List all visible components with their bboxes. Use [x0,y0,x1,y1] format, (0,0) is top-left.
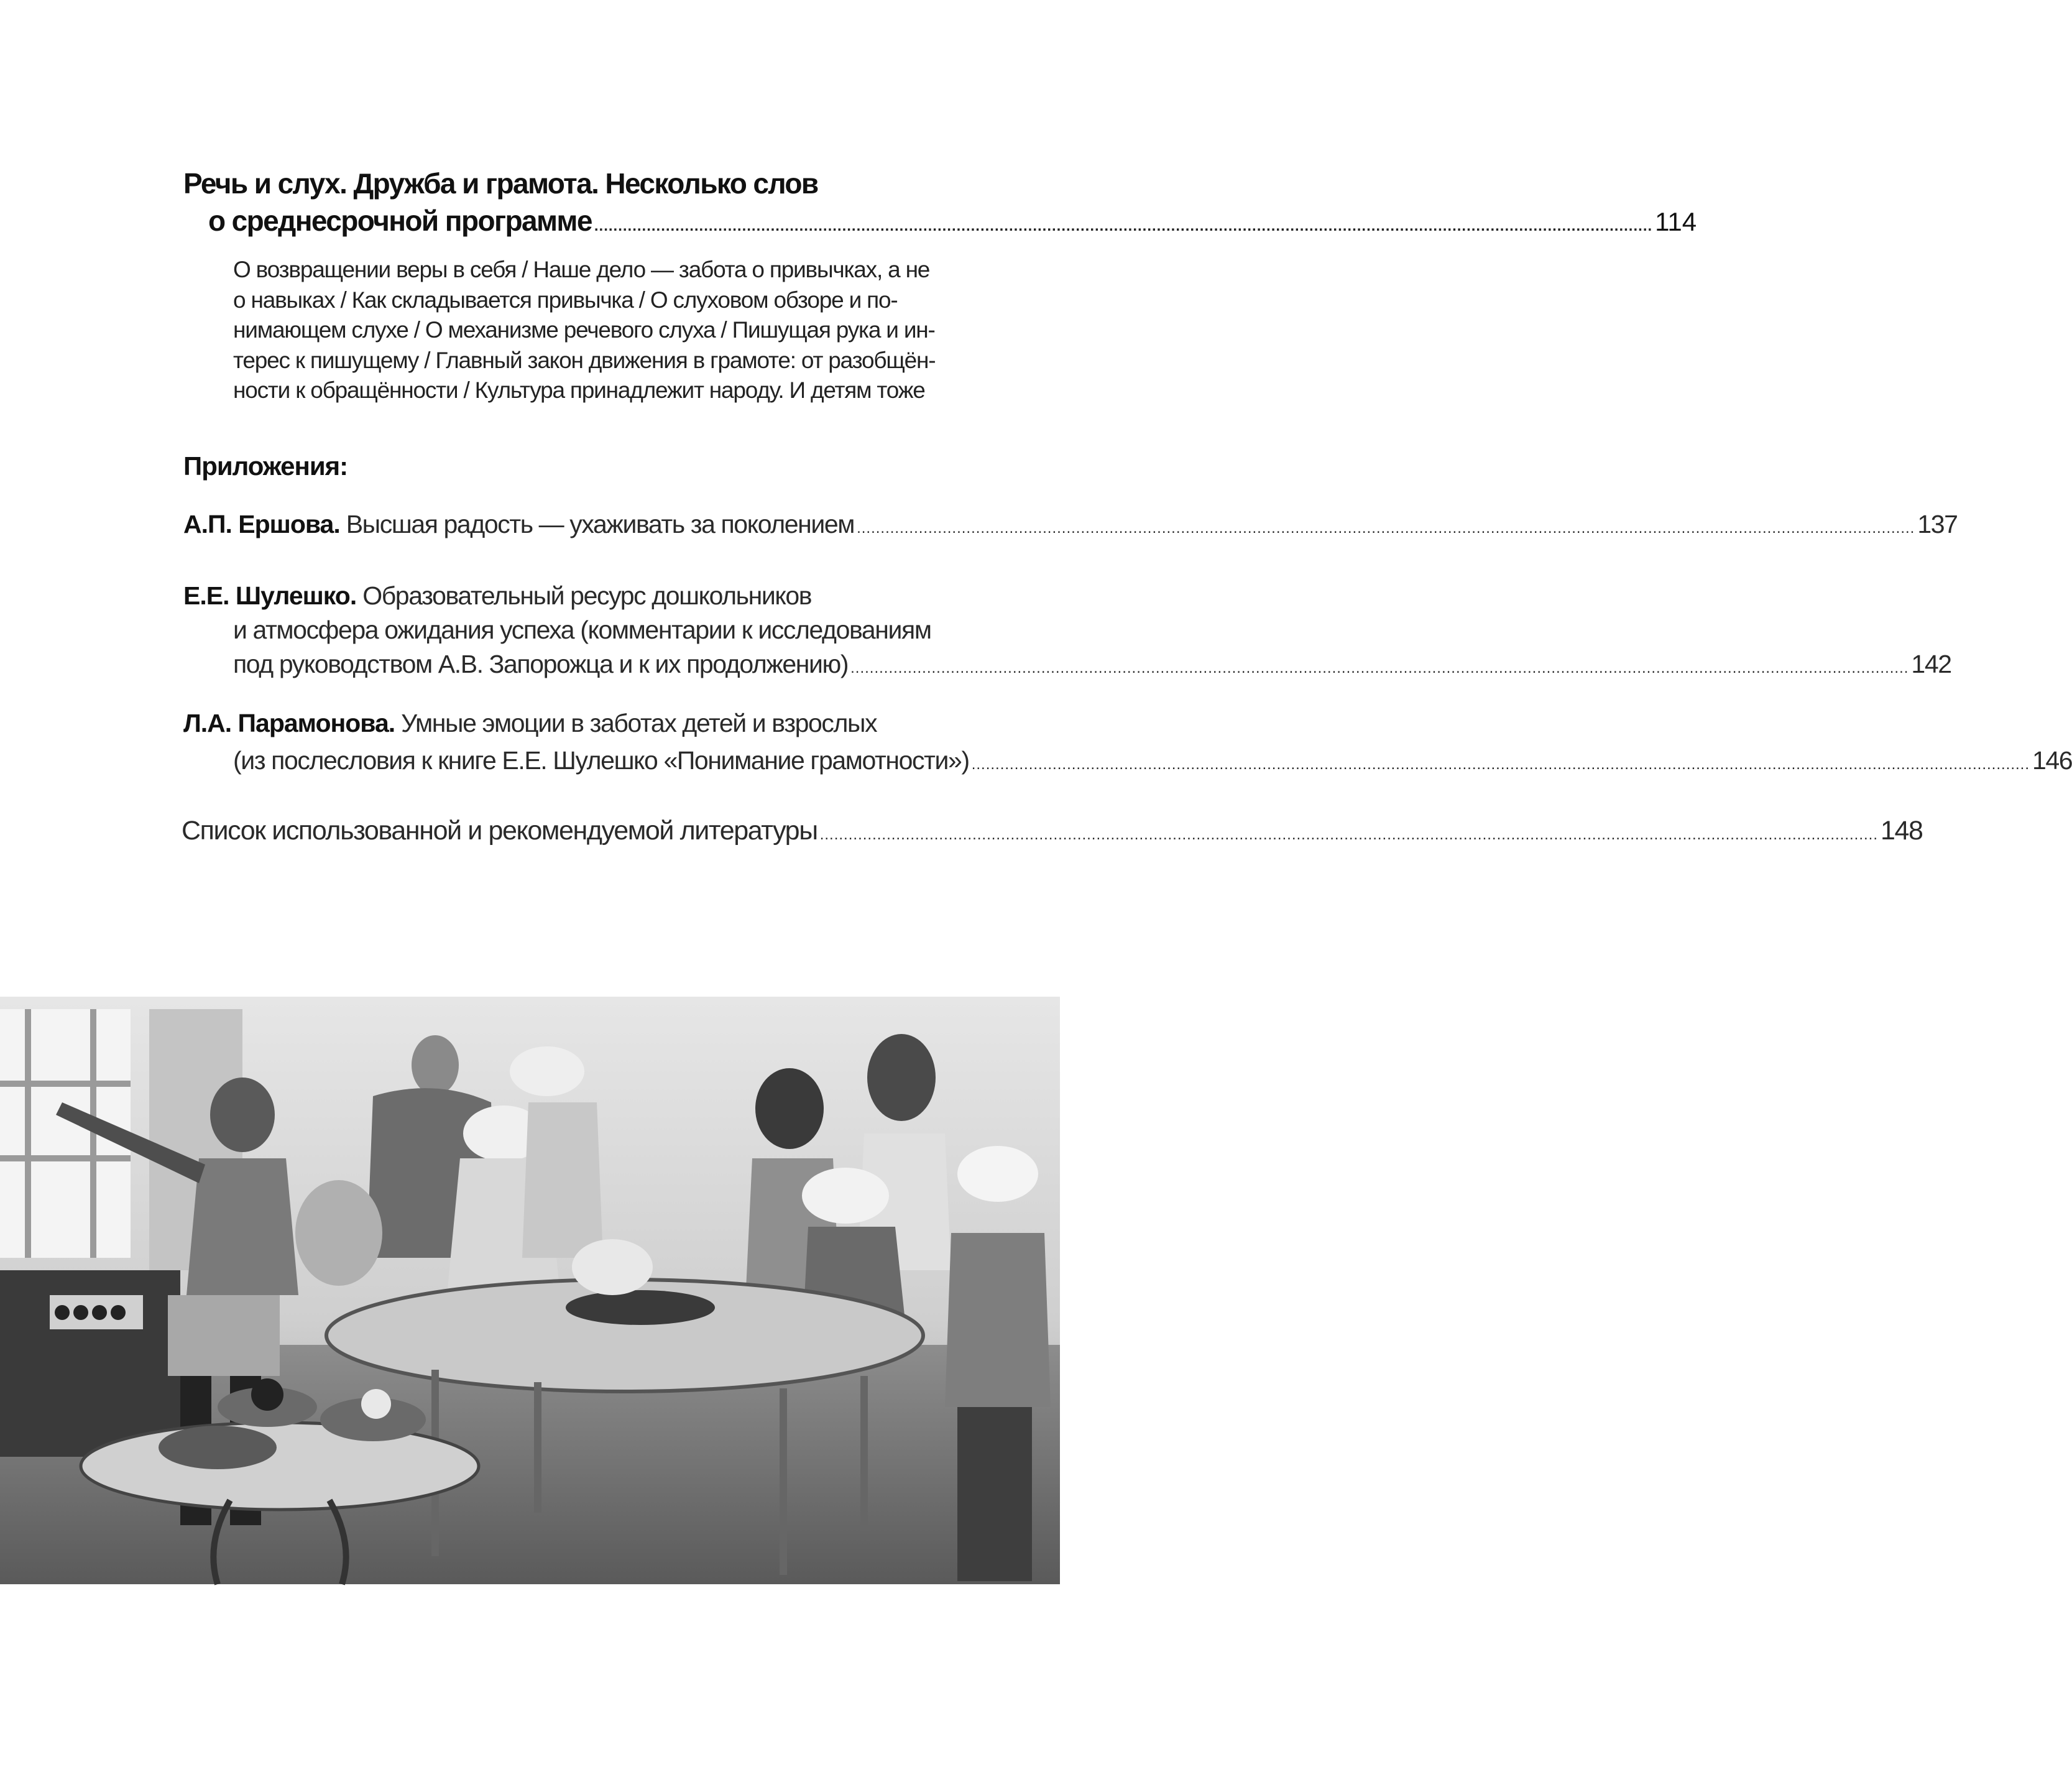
entry-title: Высшая радость — ухаживать за поколением [346,510,855,538]
chef-hat [510,1046,584,1096]
small-table [81,1423,479,1510]
chef-hat [802,1168,889,1224]
chapter-title-line2: о среднесрочной программе [208,205,592,237]
child-kerchief [755,1068,824,1149]
entry-title: Образовательный ресурс дошкольников [362,581,812,610]
entry-title-continuation: и атмосфера ожидания успеха (комментарии к исследованиям [233,616,931,644]
leader-dots: .............................................................................................................................................................................................................................. [857,520,1915,537]
vegetable [251,1378,283,1411]
table-center-hole [566,1290,715,1325]
chapter-title-row[interactable] [208,204,1697,238]
leader-dots: .............................................................................................................................................................................................................................. [971,756,2030,773]
bowl [572,1239,653,1295]
summary-line: ности к обращённости / Культура принадлежит народу. И детям тоже [233,377,925,403]
leader-dots: .............................................................................................................................................................................................................................. [819,826,1879,843]
entry-author: Е.Е. Шулешко. [183,581,357,610]
toc-entry-paramonova-line1[interactable] [183,709,877,738]
toc-entry-bibliography[interactable] [182,816,1923,846]
chapter-title-line1: Речь и слух. Дружба и грамота. Несколько слов [183,167,818,200]
girl-apron [168,1295,280,1376]
classroom-photo [0,997,1060,1584]
toc-entry-ershova[interactable] [183,510,1958,539]
toc-entry-paramonova-line2[interactable] [233,746,2072,775]
girl-kerchief [210,1078,275,1152]
child-trousers [957,1407,1032,1581]
chef-hat [957,1146,1038,1202]
adult-head [412,1035,459,1095]
page-number: 148 [1881,816,1923,846]
page-number: 114 [1655,207,1697,236]
summary-line: терес к пишущему / Главный закон движения в грамоте: от разобщён- [233,347,936,373]
chapter-summary [233,255,1060,406]
classroom-photo-illustration [0,997,1060,1584]
page-number: 137 [1917,510,1958,538]
summary-line: О возвращении веры в себя / Наше дело — забота о привычках, а не [233,257,930,282]
entry-author: Л.А. Парамонова. [183,709,395,737]
toc-entry-shuleshko-line1[interactable] [183,581,811,611]
page-number: 146 [2032,746,2072,775]
entry-author: А.П. Ершова. [183,510,340,538]
entry-title-continuation: (из послесловия к книге Е.Е. Шулешко «Понимание грамотности») [233,746,969,775]
teddy-bear [295,1180,382,1286]
entry-title: Умные эмоции в заботах детей и взрослых [401,709,877,737]
page-number: 142 [1911,650,1951,678]
vegetable [361,1389,391,1419]
bibliography-label: Список использованной и рекомендуемой литературы [182,816,817,846]
leader-dots: .............................................................................................................................................................................................................................. [850,660,1909,676]
appendix-heading: Приложения: [183,451,348,481]
toc-entry-shuleshko-line3[interactable] [233,650,1951,679]
child-kerchief [867,1034,936,1121]
entry-title-continuation: под руководством А.В. Запорожца и к их продолжению) [233,650,849,678]
child-sweater [522,1102,603,1258]
leader-dots: .............................................................................................................................................................................................................................. [594,218,1653,234]
child-striped-sweater [945,1233,1051,1407]
summary-line: о навыках / Как складывается привычка / О слуховом обзоре и по- [233,287,898,313]
summary-line: нимающем слухе / О механизме речевого слуха / Пишущая рука и ин- [233,317,935,343]
plate [159,1426,277,1469]
girl-dress [186,1158,298,1295]
